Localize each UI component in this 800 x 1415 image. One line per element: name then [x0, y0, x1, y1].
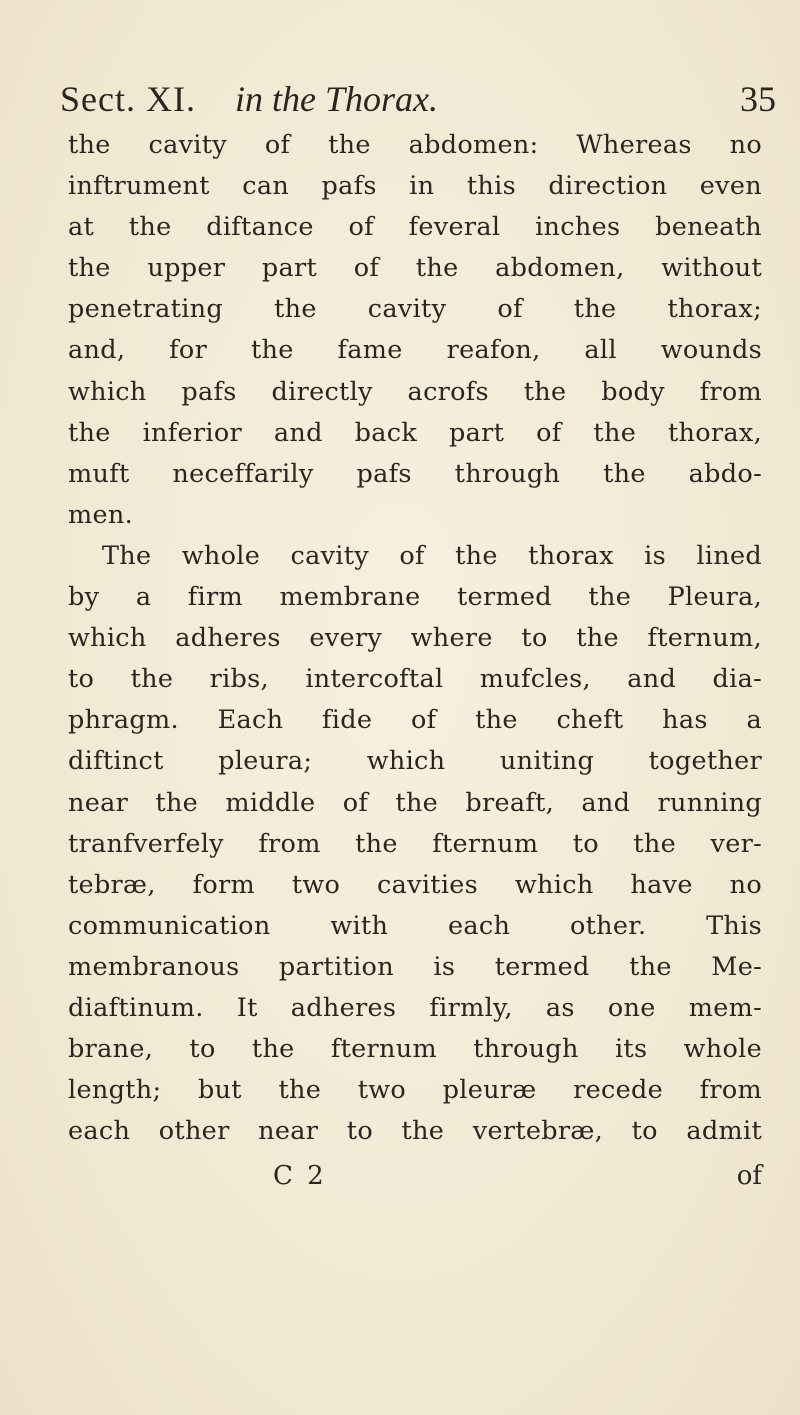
text-line: the inferior and back part of the thorax, [68, 417, 762, 448]
text-line: which adheres every where to the fternum, [68, 623, 762, 654]
body-text [68, 125, 762, 1152]
page-footer [68, 1161, 762, 1205]
text-line: phragm. Each fide of the cheft has a [68, 705, 762, 736]
text-line: diftinct pleura; which uniting together [68, 746, 762, 777]
text-line: the upper part of the abdomen, without [68, 253, 762, 284]
running-title: in the Thorax. [235, 79, 438, 119]
text-line: at the diftance of feveral inches beneath [68, 212, 762, 243]
text-line: inftrument can pafs in this direction even [68, 171, 762, 202]
section-label: Sect. XI. [60, 79, 196, 119]
page-number: 35 [740, 79, 776, 119]
text-line: penetrating the cavity of the thorax; [68, 294, 762, 325]
text-line: membranous partition is termed the Me- [68, 951, 762, 982]
running-header [60, 78, 780, 128]
text-line: tranfverfely from the fternum to the ver- [68, 828, 762, 859]
text-line: communication with each other. This [68, 910, 762, 941]
text-line: by a firm membrane termed the Pleura, [68, 582, 762, 613]
text-line: men. [68, 499, 133, 530]
catchword: of [736, 1161, 762, 1191]
text-line: the cavity of the abdomen: Whereas no [68, 130, 762, 160]
text-line: brane, to the fternum through its whole [68, 1034, 762, 1065]
text-line: diaftinum. It adheres firmly, as one mem- [68, 992, 762, 1023]
text-line: each other near to the vertebræ, to admit [68, 1116, 762, 1147]
text-line: to the ribs, intercoftal mufcles, and dia- [68, 664, 762, 695]
text-line: muft neceffarily pafs through the abdo- [68, 458, 762, 489]
paragraph-start-line: The whole cavity of the thorax is lined [102, 540, 762, 571]
text-line: length; but the two pleuræ recede from [68, 1075, 762, 1106]
text-line: which pafs directly acrofs the body from [68, 376, 762, 407]
signature-mark: C 2 [273, 1161, 327, 1191]
text-line: near the middle of the breaft, and running [68, 787, 762, 818]
text-line: and, for the fame reafon, all wounds [68, 335, 762, 366]
text-line: tebræ, form two cavities which have no [68, 869, 762, 900]
